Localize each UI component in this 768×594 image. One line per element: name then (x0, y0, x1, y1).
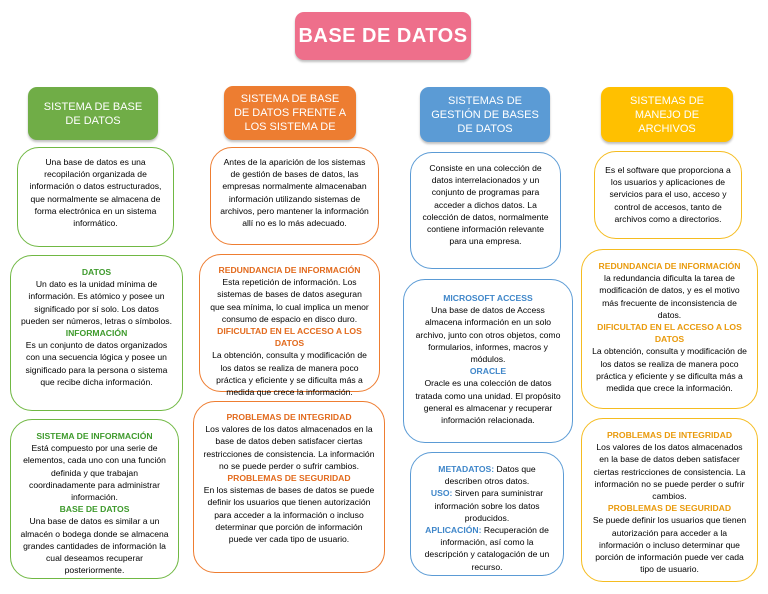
box-definicion-base-datos: Una base de datos es una recopilación organizada de información o datos estructurados, que normalmente se almacena de forma electrónica en un sistema informático. (17, 147, 174, 247)
box-definicion-sgbd: Consiste en una colección de datos interrelacionados y un conjunto de programas para acceder a dichos datos. La colección de datos, normalmente contiene información relevante para una empresa. (410, 152, 561, 269)
box-integridad-seguridad: PROBLEMAS DE INTEGRIDAD Los valores de los datos almacenados en la base de datos deben satisfacer ciertas restricciones de consistencia. La información no se puede perder o sufrir cambios. PROBLEMAS DE SEGURIDAD En los sistemas de bases de datos se puede definir los usuarios que tienen autorización para acceder a la información o incluso determinar que porción de información puede ver cada tipo de usuario. (193, 401, 385, 573)
box-definicion-manejo-archivos: Es el software que proporciona a los usuarios y aplicaciones de servicios para el uso, acceso y control de accesos, tanto de archivos como a directorios. (594, 151, 742, 239)
header-sistema-frente-archivos: SISTEMA DE BASE DE DATOS FRENTE A LOS SISTEMA DE (224, 86, 356, 140)
box-integridad-seguridad-archivos: PROBLEMAS DE INTEGRIDAD Los valores de los datos almacenados en la base de datos deben satisfacer ciertas restricciones de consistencia. La información no se puede perder o sufrir cambios. PROBLEMAS DE SEGURIDAD Se puede definir los usuarios que tienen autorización para acceder a la información o incluso determinar que porción de información puede ver cada tipo de usuario. (581, 418, 758, 582)
box-redundancia-dificultad: REDUNDANCIA DE INFORMACIÓN Esta repetición de información. Los sistemas de bases de datos aseguran que sea mínima, lo cual implica un menor consumo de espacio en disco duro. DIFICULTAD EN EL ACCESO A LOS DATOS La obtención, consulta y modificación de los datos se realiza de manera poco práctica y eficiente y se dificulta más a medida que crece la información. (199, 254, 380, 392)
box-datos-informacion: DATOS Un dato es la unidad mínima de información. Es atómico y posee un significado por sí solo. Los datos pueden ser números, letras o símbolos. INFORMACIÓN Es un conjunto de datos organizados con una secuencia lógica y posee un significado para la persona o sistema que recibe dicha información. (10, 255, 183, 411)
header-manejo-archivos: SISTEMAS DE MANEJO DE ARCHIVOS (601, 87, 733, 142)
page-title: BASE DE DATOS (295, 12, 471, 60)
box-access-oracle: MICROSOFT ACCESS Una base de datos de Access almacena información en un solo archivo, junto con otros objetos, como formularios, informes, macros y módulos. ORACLE Oracle es una colección de datos tratada como una unidad. El propósito general es almacenar y recuperar información relacionada. (403, 279, 573, 443)
box-metadatos: METADATOS: Datos que describen otros datos. USO: Sirven para suministrar información sobre los datos producidos. APLICACIÓN: Recuperación de información, así como la descripción y catalogación de un recurso. (410, 452, 564, 576)
header-sgbd: SISTEMAS DE GESTIÓN DE BASES DE DATOS (420, 87, 550, 142)
box-redundancia-dificultad-archivos: REDUNDANCIA DE INFORMACIÓN la redundancia dificulta la tarea de modificación de datos, y es el motivo más frecuente de inconsistencia de datos. DIFICULTAD EN EL ACCESO A LOS DATOS La obtención, consulta y modificación de los datos se realiza de manera poco práctica y eficiente y se dificulta más a medida que crece la información. (581, 249, 758, 409)
box-antes-sgbd: Antes de la aparición de los sistemas de gestión de bases de datos, las empresas normalmente almacenaban información utilizando sistemas de archivos, pero mantener la información allí no es lo más adecuado. (210, 147, 379, 245)
box-sistema-informacion: SISTEMA DE INFORMACIÓN Está compuesto por una serie de elementos, cada uno con una función definida y que trabajan coordinadamente para administrar información. BASE DE DATOS Una base de datos es similar a un almacén o bodega donde se almacena grandes cantidades de información la cual deseamos recuperar posteriormente. (10, 419, 179, 579)
header-sistema-base-datos: SISTEMA DE BASE DE DATOS (28, 87, 158, 140)
